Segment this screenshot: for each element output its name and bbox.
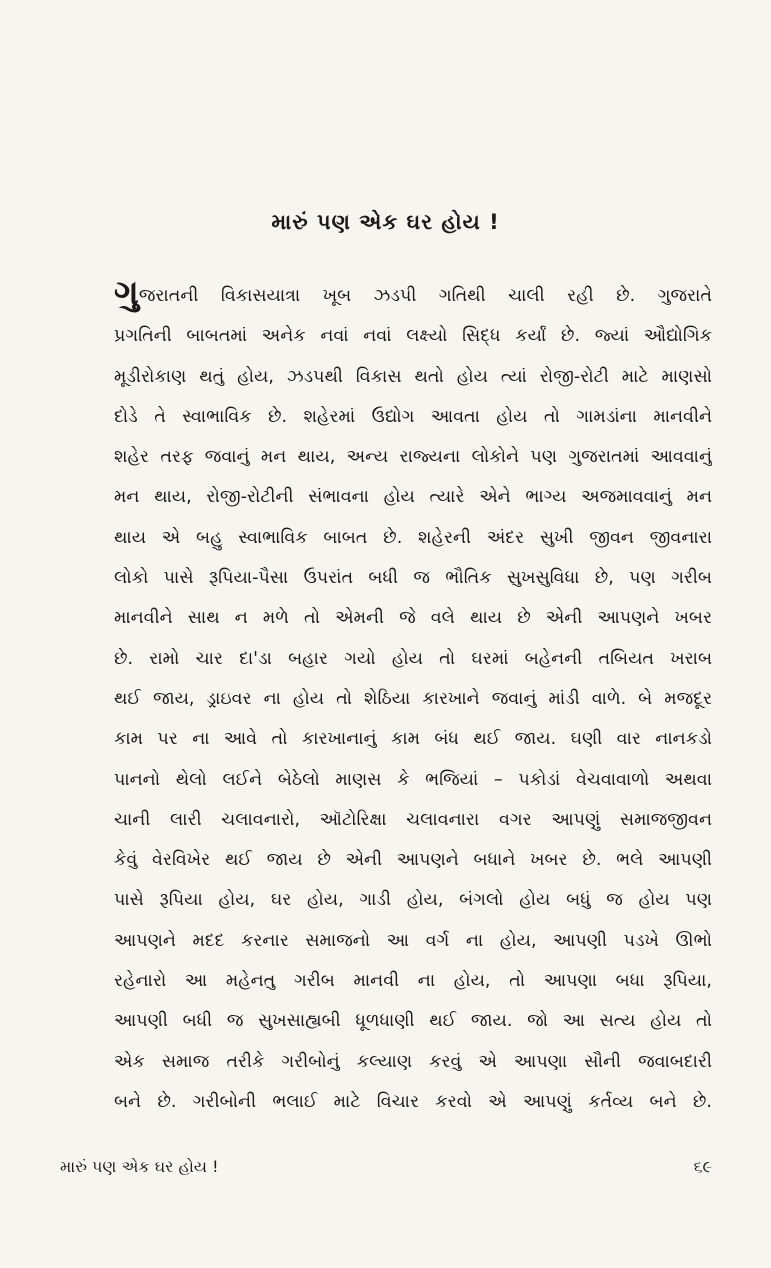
text-line: મૂડીરોકાણ થતું હોય, ઝડપથી વિકાસ થતો હોય ત્યાં રોજી-રોટી માટે માણસો — [114, 366, 712, 387]
text-line: બને છે. ગરીબોની ભલાઈ માટે વિચાર કરવો એ આપણું કર્તવ્ય બને છે. — [114, 1091, 712, 1112]
body-paragraph — [114, 276, 712, 1122]
running-title: મારું પણ એક ઘર હોય ! — [60, 1157, 219, 1176]
text-line: થઈ જાય, ડ્રાઇવર ના હોય તો શેઠિયા કારખાને જવાનું માંડી વાળે. બે મજદૂર — [114, 688, 712, 709]
page-number: ૬૯ — [693, 1157, 712, 1176]
page-footer — [60, 1157, 712, 1177]
text-line: કેવું વેરવિખેર થઈ જાય છે એની આપણને બધાને ખબર છે. ભલે આપણી — [114, 850, 712, 871]
text-line: ચાની લારી ચલાવનારો, ઑટોરિક્ષા ચલાવનારા વગર આપણું સમાજજીવન — [114, 809, 712, 830]
drop-cap: ગુ — [114, 276, 139, 313]
text-line: રહેનારો આ મહેનતુ ગરીબ માનવી ના હોય, તો આપણા બધા રૂપિયા, — [114, 971, 712, 992]
text-line: પ્રગતિની બાબતમાં અનેક નવાં નવાં લક્ષ્યો સિદ્ધ કર્યાં છે. જ્યાં ઔદ્યોગિક — [114, 326, 712, 347]
text-line: લોકો પાસે રૂપિયા-પૈસા ઉપરાંત બધી જ ભૌતિક સુખસુવિધા છે, પણ ગરીબ — [114, 568, 712, 589]
chapter-title: મારું પણ એક ઘર હોય ! — [271, 210, 500, 234]
text-line: ગુજરાતની વિકાસયાત્રા ખૂબ ઝડપી ગતિથી ચાલી રહી છે. ગુજરાતે — [114, 276, 712, 316]
text-line: શહેર તરફ જવાનું મન થાય, અન્ય રાજ્યના લોકોને પણ ગુજરાતમાં આવવાનું — [114, 447, 712, 468]
text-line: પાનનો થેલો લઈને બેઠેલો માણસ કે ભજિયાં – પકોડાં વેચવાવાળો અથવા — [114, 769, 712, 790]
text-line: મન થાય, રોજી-રોટીની સંભાવના હોય ત્યારે એને ભાગ્ય અજમાવવાનું મન — [114, 487, 712, 508]
text-line: આપણને મદદ કરનાર સમાજનો આ વર્ગ ના હોય, આપણી પડખે ઊભો — [114, 930, 712, 951]
text-line: થાય એ બહુ સ્વાભાવિક બાબત છે. શહેરની અંદર સુખી જીવન જીવનારા — [114, 527, 712, 548]
text-line: કામ પર ના આવે તો કારખાનાનું કામ બંધ થઈ જાય. ઘણી વાર નાનકડો — [114, 729, 712, 750]
text-line: માનવીને સાથ ન મળે તો એમની જે વલે થાય છે એની આપણને ખબર — [114, 608, 712, 629]
text-line: આપણી બધી જ સુખસાહ્યબી ધૂળધાણી થઈ જાય. જો આ સત્ય હોય તો — [114, 1011, 712, 1032]
text-line: દોડે તે સ્વાભાવિક છે. શહેરમાં ઉદ્યોગ આવતા હોય તો ગામડાંના માનવીને — [114, 406, 712, 427]
text-line: છે. રામો ચાર દા'ડા બહાર ગયો હોય તો ઘરમાં બહેનની તબિયત ખરાબ — [114, 648, 712, 669]
text-line: પાસે રૂપિયા હોય, ઘર હોય, ગાડી હોય, બંગલો હોય બધું જ હોય પણ — [114, 890, 712, 911]
text-line: એક સમાજ તરીકે ગરીબોનું કલ્યાણ કરવું એ આપણા સૌની જવાબદારી — [114, 1051, 712, 1072]
